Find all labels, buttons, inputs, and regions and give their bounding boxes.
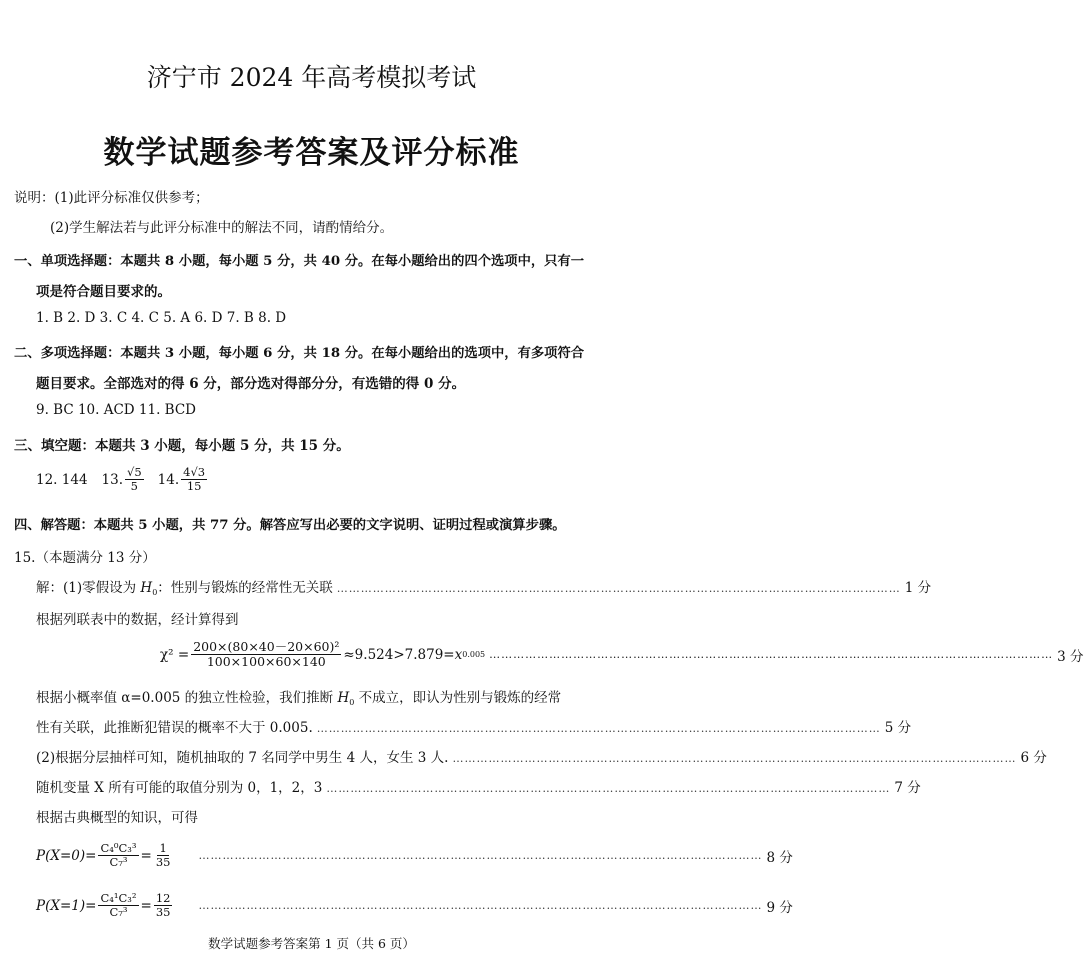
q15-step2: 根据列联表中的数据，经计算得到 — [36, 612, 239, 628]
score-5: 5 分 — [884, 720, 912, 736]
q15-step6: (2)根据分层抽样可知，随机抽取的 7 名同学中男生 4 人，女生 3 人. …………………………………………………………………………………………………………………………… 6 分 — [36, 746, 609, 766]
page-subtitle: 数学试题参考答案及评分标准 — [103, 135, 520, 171]
q15-step8: 根据古典概型的知识，可得 — [36, 810, 198, 826]
note-1: 说明：(1)此评分标准仅供参考； — [14, 190, 209, 206]
leader-dots: …………………………………………………………………………………………………………………………… — [336, 582, 901, 595]
prob-x0: P(X=0)= $\frac{\text{C₄⁰C₃³}}{\text{C₇³}}$ = $\frac{1}{35}$ …………………………………………………………………………………………………………………………… 8 分 — [36, 841, 793, 870]
answer-13-fraction: $\frac{√5}{5}$ — [127, 465, 142, 494]
section4-heading: 四、解答题：本题共 5 小题，共 77 分。解答应写出必要的文字说明、证明过程或演算步骤。 — [14, 518, 566, 533]
q15-step4: 根据小概率值 α=0.005 的独立性检验，我们推断 $H_0$ 不成立，即认为性别与锻炼的经常 — [36, 690, 562, 707]
answer-14-label: 14. — [157, 471, 180, 488]
score-7: 7 分 — [894, 780, 921, 796]
score-1: 1 分 — [904, 580, 932, 596]
answer-13-label: 13. — [101, 471, 124, 488]
section2-answers: 9. BC 10. ACD 11. BCD — [36, 402, 197, 418]
leader-dots: …………………………………………………………………………………………………………………………… — [316, 722, 881, 735]
leader-dots: …………………………………………………………………………………………………………………………… — [198, 849, 763, 863]
section2-heading: 二、多项选择题：本题共 3 小题，每小题 6 分，共 18 分。在每小题给出的选项中，有多项符合 — [14, 346, 585, 361]
chi-square-formula: χ² = $\frac{\text{200×(80×40－20×60)²}}{100\times 100\times 60\times 140}$ ≈9.524>7.879= x 0.005 …………………………………………………………………………………………………………………………… 3 分 — [160, 639, 1084, 670]
q15-header: 15.（本题满分 13 分） — [14, 550, 156, 566]
page-footer: 数学试题参考答案第 1 页（共 6 页） — [208, 936, 415, 951]
q15-step5: 性有关联，此推断犯错误的概率不大于 0.005. …………………………………………………………………………………………………………………………… 5 分 — [36, 716, 609, 736]
section1-heading-cont: 项是符合题目要求的。 — [36, 284, 171, 300]
q15-step1: 解：(1)零假设为 $H_0$：性别与锻炼的经常性无关联 …………………………………………………………………………………………………………………………… 1 分 — [36, 576, 609, 597]
section1-answers: 1. B 2. D 3. C 4. C 5. A 6. D 7. B 8. D — [36, 310, 287, 326]
q15-step7: 随机变量 X 所有可能的取值分别为 0，1，2，3 …………………………………………………………………………………………………………………………… 7 分 — [36, 776, 609, 796]
section2-heading-cont: 题目要求。全部选对的得 6 分，部分选对得部分分，有选错的得 0 分。 — [36, 376, 466, 392]
score-3: 3 分 — [1057, 648, 1084, 665]
leader-dots: …………………………………………………………………………………………………………………………… — [326, 782, 891, 795]
section1-heading: 一、单项选择题：本题共 8 小题，每小题 5 分，共 40 分。在每小题给出的四个选项中，只有一 — [14, 254, 585, 269]
score-6: 6 分 — [1020, 750, 1047, 766]
section3-heading: 三、填空题：本题共 3 小题，每小题 5 分，共 15 分。 — [14, 438, 350, 454]
answer-14-fraction: $\frac{4√3}{15}$ — [183, 465, 206, 494]
answer-12: 12. 144 — [36, 471, 88, 488]
leader-dots: …………………………………………………………………………………………………………………………… — [198, 899, 763, 913]
leader-dots: …………………………………………………………………………………………………………………………… — [452, 752, 1017, 765]
section3-answers — [36, 466, 209, 493]
prob-x1: P(X=1)= $\frac{\text{C₄¹C₃²}}{\text{C₇³}}$ = $\frac{12}{35}$ …………………………………………………………………………………………………………………………… 9 分 — [36, 891, 793, 920]
note-2: (2)学生解法若与此评分标准中的解法不同，请酌情给分。 — [50, 220, 394, 236]
score-9: 9 分 — [766, 899, 793, 916]
page-title: 济宁市 2024 年高考模拟考试 — [146, 63, 477, 92]
leader-dots: …………………………………………………………………………………………………………………………… — [489, 648, 1054, 662]
score-8: 8 分 — [766, 849, 793, 866]
